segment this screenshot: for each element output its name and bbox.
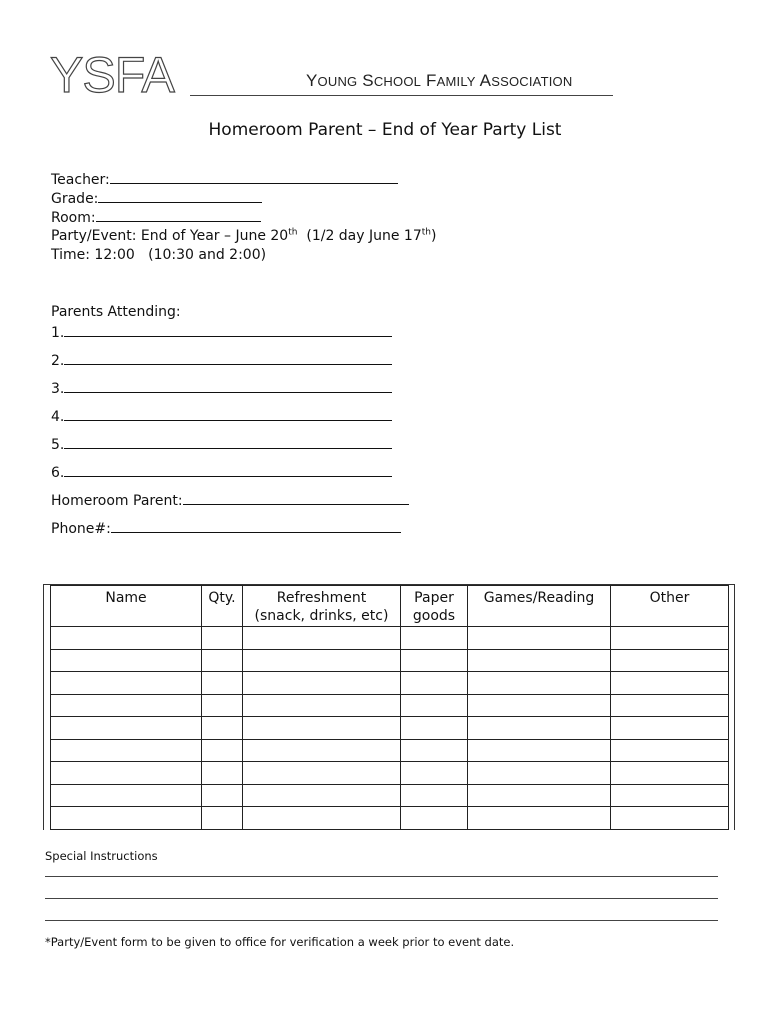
col-header-name: Name [51,586,202,627]
cell-games-reading[interactable] [468,784,611,807]
cell-qty[interactable] [202,717,243,740]
cell-refreshment[interactable] [243,784,401,807]
col-header-refreshment: Refreshment (snack, drinks, etc) [243,586,401,627]
cell-games-reading[interactable] [468,807,611,830]
cell-name[interactable] [51,672,202,695]
cell-qty[interactable] [202,762,243,785]
cell-other[interactable] [611,739,729,762]
table-row [51,762,729,785]
cell-refreshment[interactable] [243,807,401,830]
organization-name: YOUNG SCHOOL FAMILY ASSOCIATION [306,71,573,90]
cell-other[interactable] [611,649,729,672]
cell-games-reading[interactable] [468,717,611,740]
cell-games-reading[interactable] [468,694,611,717]
cell-qty[interactable] [202,807,243,830]
cell-qty[interactable] [202,694,243,717]
cell-paper-goods[interactable] [401,694,468,717]
teacher-field[interactable]: Teacher: [51,170,398,190]
table-row [51,784,729,807]
table-row [51,627,729,650]
cell-name[interactable] [51,717,202,740]
col-header-games-reading: Games/Reading [468,586,611,627]
special-instructions-label: Special Instructions [45,849,158,863]
cell-qty[interactable] [202,649,243,672]
cell-name[interactable] [51,649,202,672]
parent-field-6[interactable]: 6. [51,463,392,483]
cell-refreshment[interactable] [243,717,401,740]
room-field[interactable]: Room: [51,208,261,228]
cell-paper-goods[interactable] [401,649,468,672]
cell-paper-goods[interactable] [401,672,468,695]
ysfa-logo: YSFA [50,47,174,103]
cell-games-reading[interactable] [468,762,611,785]
cell-paper-goods[interactable] [401,807,468,830]
cell-paper-goods[interactable] [401,784,468,807]
table-row [51,649,729,672]
time-line: Time: 12:00 (10:30 and 2:00) [51,247,267,263]
cell-qty[interactable] [202,672,243,695]
cell-other[interactable] [611,627,729,650]
table-header-row [51,586,729,627]
instructions-line-1[interactable] [45,876,718,877]
cell-other[interactable] [611,807,729,830]
cell-refreshment[interactable] [243,627,401,650]
table-row [51,717,729,740]
instructions-line-2[interactable] [45,898,718,899]
grade-field[interactable]: Grade: [51,189,262,209]
cell-name[interactable] [51,762,202,785]
parent-field-1[interactable]: 1. [51,323,392,343]
cell-name[interactable] [51,784,202,807]
phone-field[interactable]: Phone#: [51,519,401,539]
col-header-qty: Qty. [202,586,243,627]
cell-name[interactable] [51,627,202,650]
cell-refreshment[interactable] [243,762,401,785]
cell-refreshment[interactable] [243,694,401,717]
cell-paper-goods[interactable] [401,739,468,762]
parents-attending-heading: Parents Attending: [51,304,181,320]
cell-games-reading[interactable] [468,627,611,650]
cell-other[interactable] [611,672,729,695]
cell-paper-goods[interactable] [401,627,468,650]
cell-games-reading[interactable] [468,739,611,762]
parent-field-4[interactable]: 4. [51,407,392,427]
cell-name[interactable] [51,694,202,717]
cell-refreshment[interactable] [243,672,401,695]
cell-paper-goods[interactable] [401,717,468,740]
cell-refreshment[interactable] [243,739,401,762]
col-header-other: Other [611,586,729,627]
instructions-line-3[interactable] [45,920,718,921]
cell-paper-goods[interactable] [401,762,468,785]
cell-name[interactable] [51,739,202,762]
table-row [51,694,729,717]
party-items-table [50,585,729,830]
cell-games-reading[interactable] [468,672,611,695]
parent-field-2[interactable]: 2. [51,351,392,371]
cell-refreshment[interactable] [243,649,401,672]
party-event-line: Party/Event: End of Year – June 20th (1/2 day June 17th) [51,227,437,244]
table-row [51,739,729,762]
parent-field-3[interactable]: 3. [51,379,392,399]
cell-name[interactable] [51,807,202,830]
table-row [51,807,729,830]
col-header-paper-goods: Paper goods [401,586,468,627]
cell-qty[interactable] [202,784,243,807]
cell-qty[interactable] [202,627,243,650]
page-title: Homeroom Parent – End of Year Party List [208,120,562,140]
parent-field-5[interactable]: 5. [51,435,392,455]
homeroom-parent-field[interactable]: Homeroom Parent: [51,491,409,511]
cell-games-reading[interactable] [468,649,611,672]
table-row [51,672,729,695]
footnote: *Party/Event form to be given to office for verification a week prior to event date. [45,935,515,949]
cell-other[interactable] [611,784,729,807]
cell-other[interactable] [611,762,729,785]
header-rule [190,95,613,96]
cell-qty[interactable] [202,739,243,762]
cell-other[interactable] [611,717,729,740]
cell-other[interactable] [611,694,729,717]
